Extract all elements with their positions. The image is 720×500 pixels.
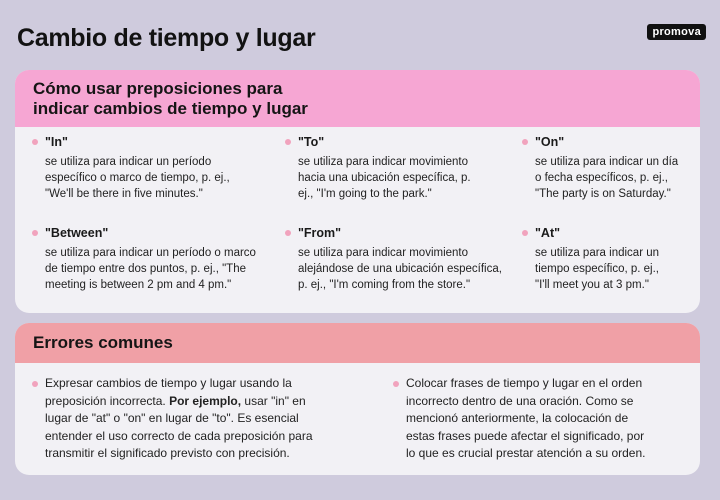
preposition-description: se utiliza para indicar movimiento alejándose de una ubicación específica, p. ej., "I'm coming from the store." xyxy=(298,247,502,291)
bullet-icon xyxy=(32,381,38,387)
bullet-icon xyxy=(522,230,528,236)
preposition-keyword: "On" xyxy=(535,135,565,149)
preposition-description: se utiliza para indicar un tiempo específico, p. ej., "I'll meet you at 3 pm." xyxy=(535,247,660,291)
bullet-icon xyxy=(285,230,291,236)
preposition-keyword: "From" xyxy=(298,226,342,240)
prepositions-panel xyxy=(15,70,700,313)
promova-logo: promova xyxy=(647,24,706,40)
preposition-keyword: "In" xyxy=(45,135,68,149)
common-errors-panel xyxy=(15,323,700,475)
preposition-description: se utiliza para indicar un día o fecha específicos, p. ej., "The party is on Saturday." xyxy=(535,156,679,200)
preposition-description: se utiliza para indicar un período o marco de tiempo entre dos puntos, p. ej., "The meeting is between 2 pm and 4 pm." xyxy=(45,247,256,291)
page-title: Cambio de tiempo y lugar xyxy=(17,24,316,52)
bullet-icon xyxy=(522,139,528,145)
preposition-description: se utiliza para indicar movimiento hacia una ubicación específica, p. ej., "I'm going to the park." xyxy=(298,156,471,200)
preposition-at xyxy=(535,226,695,293)
preposition-description: se utiliza para indicar un período específico o marco de tiempo, p. ej., "We'll be there in five minutes." xyxy=(45,156,230,200)
preposition-from xyxy=(298,226,528,293)
preposition-keyword: "To" xyxy=(298,135,325,149)
preposition-on xyxy=(535,135,695,202)
error-item-1: Expresar cambios de tiempo y lugar usando la preposición incorrecta. Por ejemplo, usar "in" en lugar de "at" o "on" en lugar de "to". Es esencial entender el uso correcto de cada preposición para transmitir el significado previsto con precisión. xyxy=(45,375,365,463)
common-errors-heading: Errores comunes xyxy=(15,323,700,363)
preposition-to xyxy=(298,135,513,202)
preposition-keyword: "Between" xyxy=(45,226,109,240)
bullet-icon xyxy=(393,381,399,387)
preposition-in xyxy=(45,135,260,202)
error-item-2: Colocar frases de tiempo y lugar en el orden incorrecto dentro de una oración. Como se mencionó anteriormente, la colocación de estas frases puede afectar el significado, por lo que es crucial prestar atención a su orden. xyxy=(406,375,691,463)
prepositions-heading-line1: Cómo usar preposiciones para xyxy=(33,78,283,98)
preposition-between xyxy=(45,226,280,293)
bullet-icon xyxy=(285,139,291,145)
bullet-icon xyxy=(32,139,38,145)
prepositions-heading-line2: indicar cambios de tiempo y lugar xyxy=(33,98,308,118)
preposition-keyword: "At" xyxy=(535,226,561,240)
bullet-icon xyxy=(32,230,38,236)
prepositions-heading xyxy=(15,70,700,127)
